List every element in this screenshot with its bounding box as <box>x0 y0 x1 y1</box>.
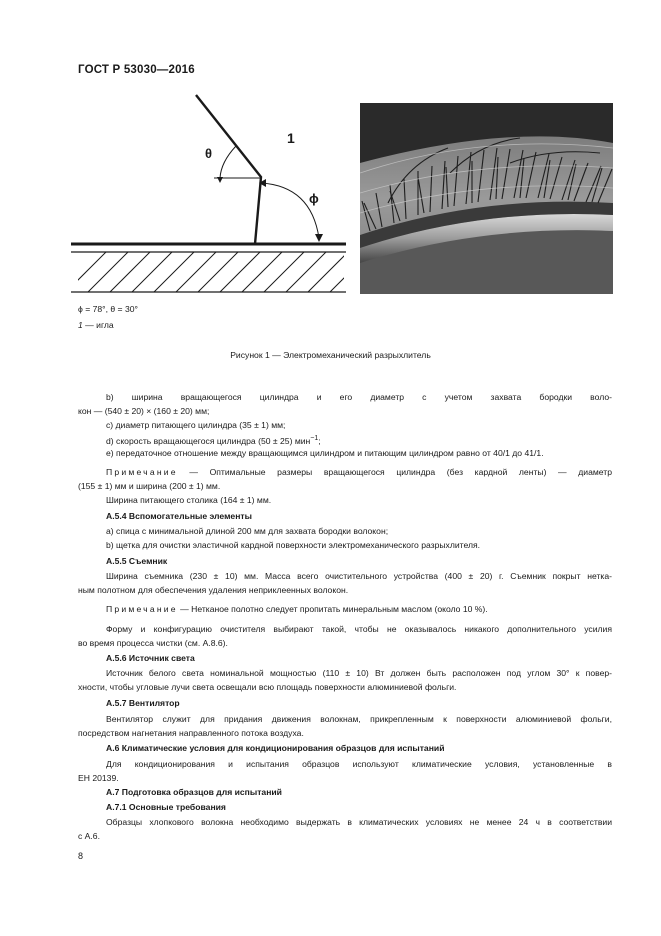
section-a6-title: А.6 Климатические условия для кондиционирования образцов для испытаний <box>106 743 445 753</box>
figure-angles: ϕ = 78°, θ = 30° <box>78 304 138 314</box>
list-item-d-sup: −1 <box>310 435 319 442</box>
note1-line3: Ширина питающего столика (164 ± 1) мм. <box>106 495 272 505</box>
card-clothing-photo <box>360 103 613 294</box>
list-item-b-line1: b) ширина вращающегося цилиндра и его диаметр с учетом захвата бородки воло- <box>106 392 612 402</box>
section-a6-p1: Для кондиционирования и испытания образцов используют климатические условия, установленные в <box>106 759 612 769</box>
note1-label: Примечание <box>106 467 178 477</box>
section-a55-p1: Ширина съемника (230 ± 10) мм. Масса всего очистительного устройства (400 ± 20) г. Съемник покрыт нетка- <box>106 571 612 581</box>
section-a54-item-a: a) спица с минимальной длиной 200 мм для захвата бородки волокон; <box>106 526 389 536</box>
section-a56-p1: Источник белого света номинальной мощностью (110 ± 10) Вт должен быть расположен под углом 30° к повер- <box>106 668 612 678</box>
section-a57-title: А.5.7 Вентилятор <box>106 698 180 708</box>
section-a55-note <box>106 602 488 616</box>
section-a7-title: А.7 Подготовка образцов для испытаний <box>106 787 282 797</box>
section-a55-note-label: Примечание <box>106 604 178 614</box>
section-a55-note-text: — Нетканое полотно следует пропитать минеральным маслом (около 10 %). <box>177 604 488 614</box>
section-a55-p3: Форму и конфигурацию очистителя выбирают такой, чтобы не оказывалось никакого дополнительного усилия <box>106 624 612 634</box>
figure-caption: Рисунок 1 — Электромеханический разрыхлитель <box>230 350 431 360</box>
note1-text: — Оптимальные размеры вращающегося цилиндра (без кардной ленты) — диаметр <box>177 467 612 477</box>
list-item-b-line2: кон — (540 ± 20) × (160 ± 20) мм; <box>78 406 210 416</box>
section-a57-p2: посредством нагнетания направленного потока воздуха. <box>78 728 304 738</box>
phi-symbol: ϕ <box>309 191 319 206</box>
list-item-c: c) диаметр питающего цилиндра (35 ± 1) мм; <box>106 420 286 430</box>
legend-text: — игла <box>82 320 114 330</box>
note1-line2: (155 ± 1) мм и ширина (200 ± 1) мм. <box>78 481 221 491</box>
section-a55-p4: во время процесса чистки (см. А.8.6). <box>78 638 228 648</box>
note1-line1 <box>106 465 612 479</box>
list-item-e: e) передаточное отношение между вращающимся цилиндром и питающим цилиндром равно от 40/1 до 41/1. <box>106 448 544 458</box>
list-item-d-text: d) скорость вращающегося цилиндра (50 ± 25) мин <box>106 435 311 446</box>
section-a57-p1: Вентилятор служит для придания движения волокнам, прикрепленным к поверхности алюминиевой фольги, <box>106 714 612 724</box>
section-a55-p2: ным полотном для обеспечения удаления неприклеенных волокон. <box>78 585 349 595</box>
section-a56-title: А.5.6 Источник света <box>106 653 195 663</box>
section-a71-title: А.7.1 Основные требования <box>106 802 226 812</box>
figure-legend <box>78 318 114 332</box>
document-header: ГОСТ Р 53030—2016 <box>78 64 195 76</box>
section-a54-title: А.5.4 Вспомогательные элементы <box>106 511 252 521</box>
section-a71-p1: Образцы хлопкового волокна необходимо выдержать в климатических условиях не менее 24 ч в соответствии <box>106 817 612 827</box>
section-a71-p2: с А.6. <box>78 831 100 841</box>
section-a54-item-b: b) щетка для очистки эластичной кардной поверхности электромеханического разрыхлителя. <box>106 540 481 550</box>
section-a55-title: А.5.5 Съемник <box>106 556 168 566</box>
legend-number: 1 <box>78 320 83 330</box>
section-a6-p2: ЕН 20139. <box>78 773 119 783</box>
figure-label-one: 1 <box>287 130 295 146</box>
list-item-d-end: ; <box>318 435 321 446</box>
page-number: 8 <box>78 851 84 861</box>
section-a56-p2: хности, чтобы угловые лучи света освещали всю площадь поверхности алюминиевой фольги. <box>78 682 457 692</box>
theta-symbol: θ <box>205 146 213 161</box>
